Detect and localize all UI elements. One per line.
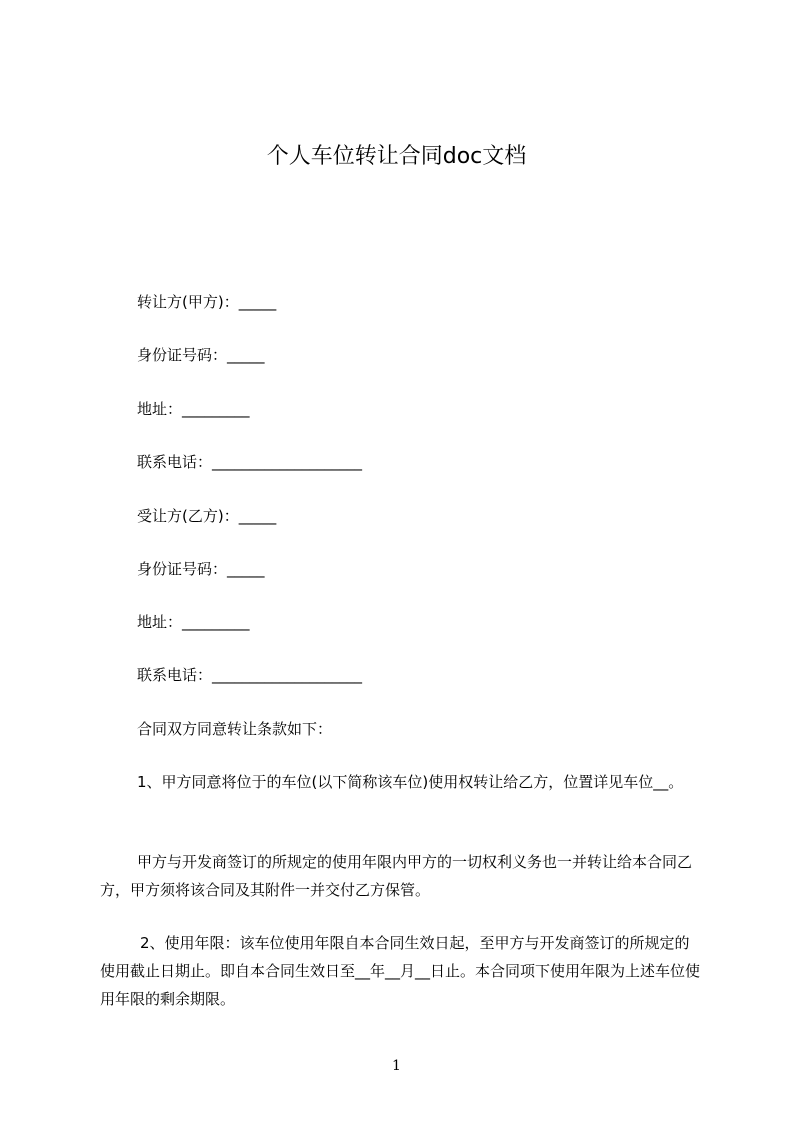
transferee-address-field: 地址：_________ [137, 613, 250, 631]
transferor-address-field: 地址：_________ [137, 400, 250, 418]
document-title: 个人车位转让合同doc文档 [266, 144, 527, 169]
transferee-field: 受让方(乙方)：_____ [137, 507, 277, 525]
transferor-field: 转让方(甲方)：_____ [137, 293, 277, 311]
page-number: 1 [392, 1058, 401, 1074]
transferor-id-field: 身份证号码：_____ [137, 346, 265, 364]
clause-1: 1、甲方同意将位于的车位(以下简称该车位)使用权转让给乙方，位置详见车位__。 [137, 773, 684, 791]
clause-1-continuation: 甲方与开发商签订的所规定的使用年限内甲方的一切权利义务也一并转让给本合同乙方，甲方须将该合同及其附件一并交付乙方保管。 [100, 853, 693, 899]
clause-2: 2、使用年限：该车位使用年限自本合同生效日起，至甲方与开发商签订的所规定的使用截止日期止。即自本合同生效日至__年__月__日止。本合同项下使用年限为上述车位使用年限的剩余期限。 [100, 934, 701, 1008]
transferor-phone-field: 联系电话：____________________ [137, 453, 363, 471]
transferee-phone-field: 联系电话：____________________ [137, 666, 363, 684]
agreement-intro: 合同双方同意转让条款如下： [137, 720, 333, 738]
transferee-id-field: 身份证号码：_____ [137, 560, 265, 578]
